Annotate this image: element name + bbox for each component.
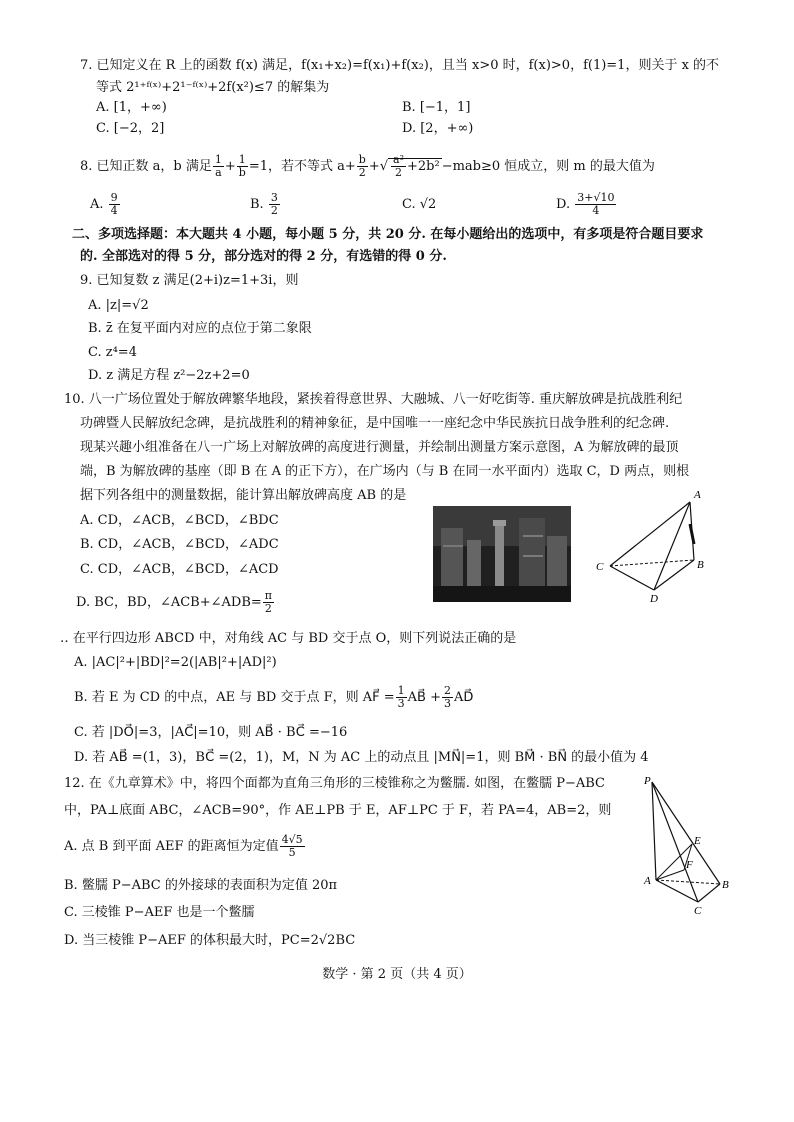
q10-line4: 端，B 为解放碑的基座（即 B 在 A 的正下方），在广场内（与 B 在同一水平面内）选取 C，D 两点，则根 <box>80 464 690 479</box>
q9-option-b: B. z̄ 在复平面内对应的点位于第二象限 <box>88 321 312 336</box>
q12-fig-label-a: A <box>644 875 651 887</box>
monument-photo <box>433 506 571 602</box>
q10-line5: 据下列各组中的测量数据，能计算出解放碑高度 AB 的是 <box>80 488 407 503</box>
q10-option-c: C. CD，∠ACB，∠BCD，∠ACD <box>80 562 279 577</box>
q12-fig-label-b: B <box>722 879 729 891</box>
q8-frac-b2: $\frac{b}{2}$ <box>358 153 366 179</box>
q12-option-b: B. 鳖臑 P−ABC 的外接球的表面积为定值 20π <box>64 878 338 893</box>
q10-line1: 10. 八一广场位置处于解放碑繁华地段，紧挨着得意世界、大融城、八一好吃街等. 重庆解放碑是抗战胜利纪 <box>64 392 683 407</box>
q8-option-d: D. $\frac{3+√10}{4}$ <box>556 191 615 217</box>
q8-stem: 8. 已知正数 a，b 满足 $\frac{1}{a}$ + $\frac{1}{b}$ =1，若不等式 a+ $\frac{b}{2}$ +√ $\frac{\text{a²}}{2}$ +2b² −mab≥0 恒成立，则 m 的最大值为 <box>80 153 655 179</box>
q11-option-c: C. 若 |DO⃗|=3，|AC⃗|=10，则 AB⃗ · BC⃗ =−16 <box>74 725 348 740</box>
q10-line3: 现某兴趣小组准备在八一广场上对解放碑的高度进行测量，并绘制出测量方案示意图，A 为解放碑的最顶 <box>80 440 679 455</box>
section2-line2: 的. 全部选对的得 5 分，部分选对的得 2 分，有选错的得 0 分. <box>80 249 447 264</box>
section2-line1: 二、多项选择题：本大题共 4 小题，每小题 5 分，共 20 分. 在每小题给出的选项中，有多项是符合题目要求 <box>72 227 704 242</box>
q12-fig-label-e: E <box>694 835 701 847</box>
q10-option-d: D. BC，BD，∠ACB+∠ADB= $\frac{\pi}{2}$ <box>76 589 272 615</box>
q12-line2: 中，PA⊥底面 ABC，∠ACB=90°，作 AE⊥PB 于 E，AF⊥PC 于 F，若 PA=4，AB=2，则 <box>64 803 612 818</box>
q8-option-c: C. √2 <box>402 197 437 212</box>
q10-option-a: A. CD，∠ACB，∠BCD，∠BDC <box>80 513 279 528</box>
q8-option-a: A. $\frac{9}{4}$ <box>90 191 118 217</box>
q11-option-d: D. 若 AB⃗ =(1，3)，BC⃗ =(2，1)，M，N 为 AC 上的动点且 |MN⃗|=1，则 BM⃗ · BN⃗ 的最小值为 4 <box>74 750 649 765</box>
q9-option-c: C. z⁴=4 <box>88 345 137 360</box>
q10-fig-label-a: A <box>694 489 701 501</box>
q7-stem-line1: 7. 已知定义在 R 上的函数 f(x) 满足，f(x₁+x₂)=f(x₁)+f(x₂)，且当 x>0 时，f(x)>0，f(1)=1，则关于 x 的不 <box>80 58 720 73</box>
q12-option-c: C. 三棱锥 P−AEF 也是一个鳖臑 <box>64 905 255 920</box>
q12-fig-label-p: P <box>644 775 651 787</box>
q8-frac-1a: $\frac{1}{a}$ <box>214 153 222 179</box>
q10-option-b: B. CD，∠ACB，∠BCD，∠ADC <box>80 537 279 552</box>
q10-figure <box>590 486 720 606</box>
q8-sqrt: √ $\frac{\text{a²}}{2}$ +2b² <box>379 153 440 179</box>
q10-line2: 功碑暨人民解放纪念碑，是抗战胜利的精神象征，是中国唯一一座纪念中华民族抗日战争胜利的纪念碑. <box>80 416 670 431</box>
q12-option-d: D. 当三棱锥 P−AEF 的体积最大时，PC=2√2BC <box>64 933 356 948</box>
q12-line1: 12. 在《九章算术》中，将四个面都为直角三角形的三棱锥称之为鳖臑. 如图，在鳖臑 P−ABC <box>64 776 605 791</box>
q10-fig-label-b: B <box>697 559 704 571</box>
q7-option-b: B. [−1，1] <box>402 100 471 115</box>
q7-stem-line2: 等式 2¹⁺ᶠ⁽ˣ⁾+2¹⁻ᶠ⁽ˣ⁾+2f(x²)≤7 的解集为 <box>96 80 330 95</box>
q7-option-c: C. [−2，2] <box>96 121 165 136</box>
q10-fig-label-d: D <box>650 593 658 605</box>
q12-fig-label-c: C <box>694 905 702 917</box>
q8-frac-1b: $\frac{1}{b}$ <box>238 153 246 179</box>
q11-stem: ‥ 在平行四边形 ABCD 中，对角线 AC 与 BD 交于点 O，则下列说法正确的是 <box>60 631 517 646</box>
q11-option-b: B. 若 E 为 CD 的中点，AE 与 BD 交于点 F，则 AF⃗ = $\frac{1}{3}$ AB⃗ + $\frac{2}{3}$ AD⃗ <box>74 684 474 710</box>
q8-option-b: B. $\frac{3}{2}$ <box>250 191 278 217</box>
q12-figure <box>636 772 736 918</box>
q7-option-d: D. [2，+∞) <box>402 121 474 136</box>
q7-option-a: A. [1，+∞) <box>96 100 167 115</box>
q9-stem: 9. 已知复数 z 满足(2+i)z=1+3i，则 <box>80 273 299 288</box>
q10-fig-label-c: C <box>596 561 604 573</box>
page-footer: 数学 · 第 2 页（共 4 页） <box>322 967 472 982</box>
q12-fig-label-f: F <box>686 859 693 871</box>
q12-option-a: A. 点 B 到平面 AEF 的距离恒为定值 $\frac{4√5}{5}$ <box>64 833 303 859</box>
q9-option-d: D. z 满足方程 z²−2z+2=0 <box>88 368 250 383</box>
q9-option-a: A. |z|=√2 <box>88 298 149 313</box>
q11-option-a: A. |AC|²+|BD|²=2(|AB|²+|AD|²) <box>74 655 277 670</box>
